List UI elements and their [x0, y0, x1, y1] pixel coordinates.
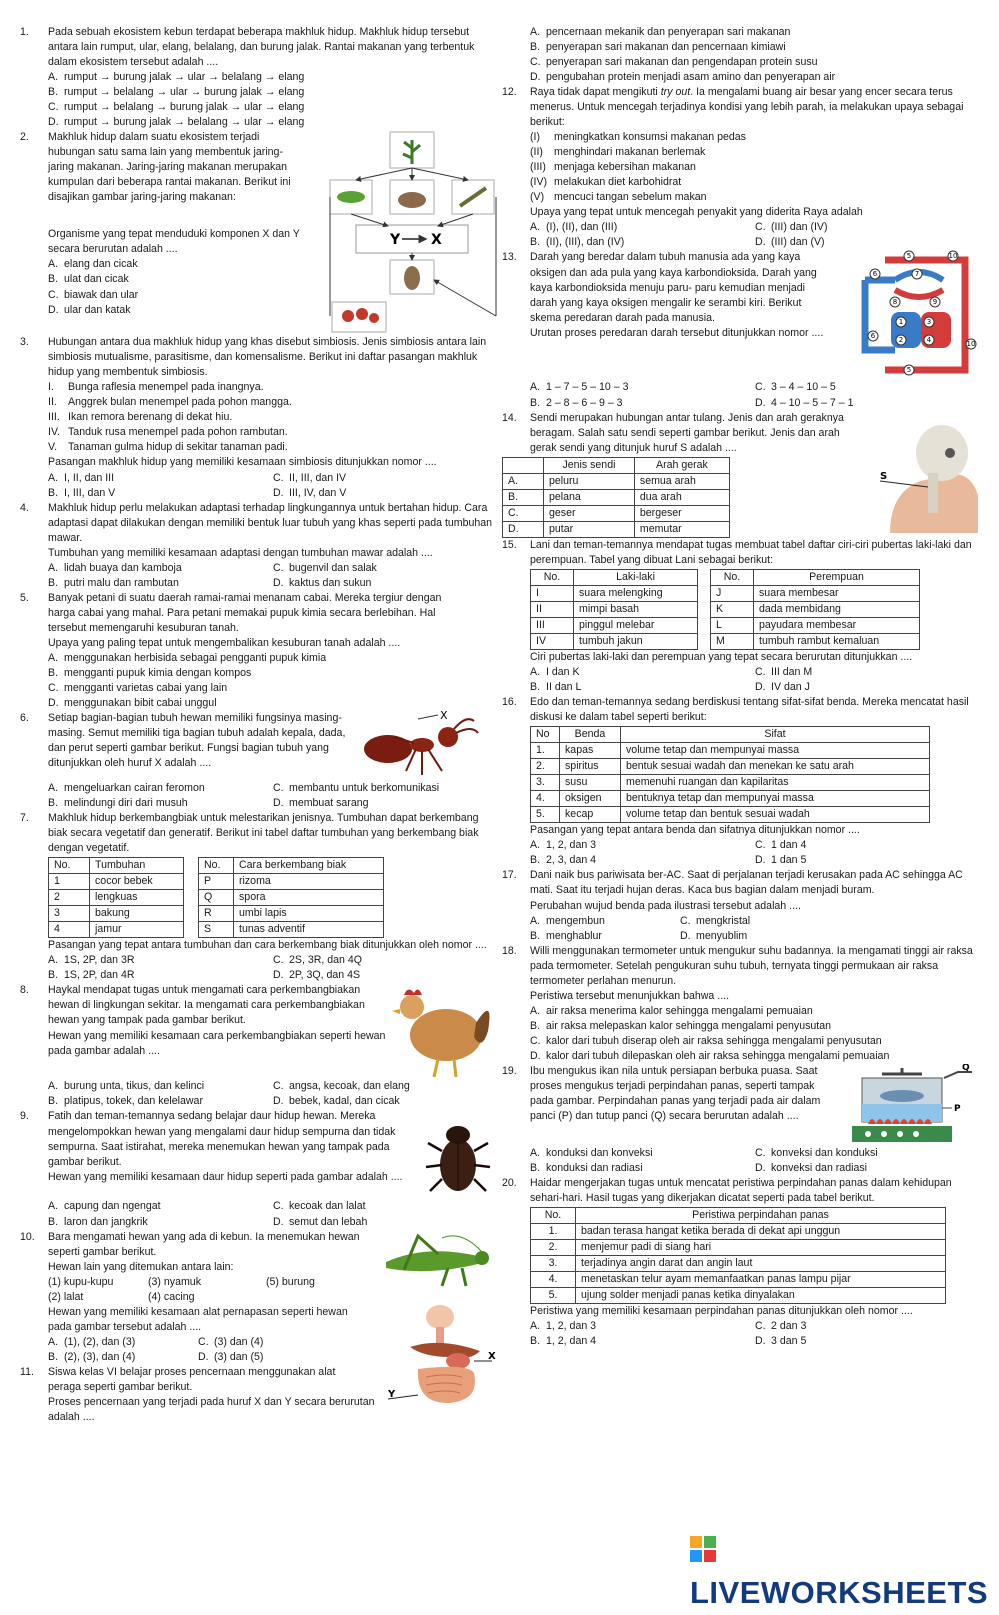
option-c[interactable]: C. konveksi dan konduksi [755, 1146, 878, 1159]
brand-text: LIVEWORKSHEETS [690, 1575, 989, 1611]
question-prompt: Peristiwa tersebut menunjukkan bahwa .... [530, 989, 730, 1002]
question-20 [502, 1176, 980, 1349]
option-c[interactable]: C. III dan M [755, 666, 813, 679]
table-row: 1. kapas volume tetap dan mempunyai massa [531, 743, 930, 759]
label-6: 7 [914, 270, 920, 279]
ant-illustration [358, 711, 498, 781]
question-text: Darah yang beredar dalam tubuh manusia ada yang kaya oksigen dan ada pula yang kaya karbondioksida. Darah yang kaya karbondioksida menuju paru- paru kemudian menjadi darah yang kaya oksigen mengalir ke serambi kiri. Berikut skema peredaran darah pada manusia. [530, 251, 817, 324]
option-b[interactable]: B. melindungi diri dari musuh [48, 797, 188, 810]
option-d[interactable]: D. III, IV, dan V [273, 486, 347, 499]
option-a[interactable]: A. 1, 2, dan 3 [530, 1320, 597, 1333]
label-5: 5 [906, 252, 912, 261]
question-prompt: Pasangan makhluk hidup yang memiliki kesamaan simbiosis ditunjukkan nomor .... [48, 456, 437, 469]
question-number: 4. [20, 501, 29, 514]
list-item: III. Ikan remora berenang di dekat hiu. [48, 411, 233, 424]
question-prompt: Ciri pubertas laki-laki dan perempuan yang tepat secara berurutan ditunjukkan .... [530, 651, 913, 663]
question-text: Ibu mengukus ikan nila untuk persiapan berbuka puasa. Saat proses mengukus terjadi perpindahan panas, seperti tampak pada gambar. Perpindahan panas yang terjadi pada air dalam panci (P) dan tutup panci (Q) secara berurutan adalah .... [530, 1064, 821, 1122]
right-column [502, 25, 980, 1349]
plant-table: No. Tumbuhan 1 cocor bebek 2 lengkuas 3 bakung 4 jamur [48, 857, 184, 938]
option-a[interactable]: A. 1S, 2P, dan 3R [48, 954, 135, 967]
question-prompt: Peristiwa yang memiliki kesamaan perpindahan panas ditunjukkan oleh nomor .... [530, 1305, 913, 1318]
question-17 [502, 868, 980, 943]
question-16 [502, 695, 980, 868]
question-prompt: Upaya yang paling tepat untuk mengembalikan kesuburan tanah adalah .... [48, 636, 401, 649]
option-c[interactable]: C. angsa, kecoak, dan elang [273, 1080, 410, 1093]
question-text: Banyak petani di suatu daerah ramai-ramai menanam cabai. Mereka tergiur dengan harga cabai yang mahal. Para petani memakai pupuk kimia secara berlebihan. Hal tersebut memengaruhi kesuburan tanah. [48, 591, 442, 634]
question-9 [20, 1109, 498, 1229]
option-b[interactable]: B. putri malu dan rambutan [48, 576, 179, 589]
option-b[interactable]: B. laron dan jangkrik [48, 1215, 148, 1228]
label-3: 3 [926, 318, 932, 327]
question-text: Raya tidak dapat mengikuti try out. Ia mengalami buang air besar yang encer secara terus menerus. Untuk mencegah terjadinya kondisi yang lebih parah, ia melakukan upaya sebagai berikut: [530, 86, 964, 129]
option-a[interactable]: A. I dan K [530, 666, 580, 679]
option-b[interactable]: B. 2, 3, dan 4 [530, 854, 597, 867]
option-d[interactable]: D. IV dan J [755, 681, 810, 694]
food-web-diagram [328, 130, 498, 335]
table-row: C. geser bergeser [503, 505, 730, 521]
table-row: D. putar memutar [503, 521, 730, 537]
option-d[interactable]: D. 1 dan 5 [755, 854, 807, 867]
table-row: 1 cocor bebek [49, 874, 184, 890]
label-y: Y [390, 232, 401, 249]
option-c[interactable]: C. rumput → belalang → burung jalak → ular → elang [48, 101, 305, 114]
question-number: 8. [20, 984, 29, 997]
list-item: I. Bunga raflesia menempel pada inangnya. [48, 381, 264, 394]
question-prompt: Urutan proses peredaran darah tersebut ditunjukkan nomor .... [530, 326, 824, 339]
table-row: B. pelana dua arah [503, 489, 730, 505]
question-prompt: Hewan lain yang ditemukan antara lain: [48, 1260, 234, 1273]
option-a[interactable]: A. air raksa menerima kalor sehingga mengalami pemuaian [530, 1004, 813, 1017]
question-7 [20, 811, 498, 983]
option-b[interactable]: B. air raksa melepaskan kalor sehingga mengalami penyusutan [530, 1019, 832, 1032]
question-number: 9. [20, 1110, 29, 1123]
question-text: Haidar mengerjakan tugas untuk mencatat peristiwa perpindahan panas dalam kehidupan sehari-hari. Hasil tugas yang dikerjakan dicatat seperti pada tabel berikut. [530, 1176, 952, 1204]
table-row: 1. badan terasa hangat ketika berada di dekat api unggun [531, 1224, 946, 1240]
option-d[interactable]: D. pengubahan protein menjadi asam amino dan penyerapan air [530, 71, 836, 84]
grasshopper-illustration [378, 1230, 498, 1290]
question-prompt: Hewan yang memiliki kesamaan daur hidup seperti pada gambar adalah .... [48, 1170, 403, 1183]
option-d[interactable]: D. rumput → burung jalak → belalang → ular → elang [48, 116, 305, 129]
option-c[interactable]: C. 1 dan 4 [755, 839, 807, 852]
table-row: M tumbuh rambut kemaluan [711, 633, 920, 649]
label-q: Q [962, 1063, 970, 1073]
question-prompt: Proses pencernaan yang terjadi pada huruf X dan Y secara berurutan adalah .... [48, 1395, 375, 1423]
option-c[interactable]: C. 3 – 4 – 10 – 5 [755, 381, 836, 394]
question-text: Makhluk hidup perlu melakukan adaptasi terhadap lingkungannya untuk bertahan hidup. Cara adaptasi dapat dilakukan dengan memiliki bentuk luar tubuh yang khas seperti pada tumbuhan mawar. [48, 501, 493, 544]
option-b[interactable]: B. 2 – 8 – 6 – 9 – 3 [530, 396, 623, 409]
question-text: Hubungan antara dua makhluk hidup yang khas disebut simbiosis. Jenis simbiosis antara lain simbiosis mutualisme, parasitisme, dan komensalisme. Berikut ini daftar pasangan makhluk hidup yang membentuk simbiosis. [48, 336, 487, 379]
option-d[interactable]: D. (III) dan (V) [755, 236, 825, 249]
question-number: 13. [502, 251, 517, 264]
question-number: 19. [502, 1064, 517, 1077]
question-3 [20, 335, 498, 500]
table-row: 2. menjemur padi di siang hari [531, 1240, 946, 1256]
question-text: Bara mengamati hewan yang ada di kebun. Ia menemukan hewan seperti gambar berikut. [48, 1230, 360, 1258]
table-row: L payudara membesar [711, 617, 920, 633]
question-number: 11. [20, 1365, 34, 1378]
question-number: 10. [20, 1230, 35, 1243]
option-c[interactable]: C. penyerapan sari makanan dan pengendapan protein susu [530, 56, 818, 69]
option-d[interactable]: D. 4 – 10 – 5 – 7 – 1 [755, 396, 854, 409]
option-c[interactable]: C. bugenvil dan salak [273, 561, 377, 574]
list-item: V. Tanaman gulma hidup di sekitar tanaman padi. [48, 441, 288, 454]
option-a[interactable]: A. lidah buaya dan kamboja [48, 561, 182, 574]
list-item: (IV) melakukan diet karbohidrat [530, 176, 682, 189]
table-row: Q spora [199, 890, 384, 906]
table-row: S tunas adventif [199, 922, 384, 938]
option-b[interactable]: B. konduksi dan radiasi [530, 1161, 643, 1174]
question-2 [20, 130, 498, 335]
beetle-illustration [418, 1109, 498, 1199]
question-19 [502, 1064, 980, 1176]
option-d[interactable]: D. kalor dari tubuh dilepaskan oleh air raksa sehingga mengalami pemuaian [530, 1049, 890, 1062]
table-row: I suara melengking [531, 585, 698, 601]
table-row: 2. spiritus bentuk sesuai wadah dan menekan ke satu arah [531, 759, 930, 775]
list-item: IV. Tanduk rusa menempel pada pohon rambutan. [48, 426, 288, 439]
option-a[interactable]: A. pencernaan mekanik dan penyerapan sari makanan [530, 26, 791, 38]
option-b[interactable]: B. (2), (3), dan (4) [48, 1350, 136, 1363]
option-b[interactable]: B. platipus, tokek, dan kelelawar [48, 1095, 203, 1108]
option-a[interactable]: A. burung unta, tikus, dan kelinci [48, 1080, 205, 1093]
hen-illustration [388, 983, 498, 1079]
question-prompt: Pasangan yang tepat antara tumbuhan dan cara berkembang biak ditunjukkan oleh nomor .... [48, 939, 487, 952]
table-row: 3 bakung [49, 906, 184, 922]
option-d[interactable]: D. bebek, kadal, dan cicak [273, 1095, 400, 1108]
option-c[interactable]: C. II, III, dan IV [273, 471, 347, 484]
question-text: Edo dan teman-temannya sedang berdiskusi tentang sifat-sifat benda. Mereka mencatat hasil diskusi ke dalam tabel seperti berikut: [530, 696, 969, 724]
label-5b: 5 [906, 366, 912, 375]
reproduction-table: No. Cara berkembang biak P rizoma Q spora R umbi lapis S tunas adventif [198, 857, 384, 938]
option-c[interactable]: C. 2 dan 3 [755, 1320, 807, 1333]
label-s: S [880, 470, 888, 482]
question-prompt: Upaya yang tepat untuk mencegah penyakit yang diderita Raya adalah [530, 206, 863, 219]
option-b[interactable]: B. rumput → belalang → ular → burung jalak → elang [48, 86, 305, 99]
table-row: 4 jamur [49, 922, 184, 938]
option-b[interactable]: B. ulat dan cicak [48, 273, 129, 286]
option-c[interactable]: C. biawak dan ular [48, 288, 139, 301]
list-item: (III) menjaga kebersihan makanan [530, 161, 696, 174]
options [48, 70, 498, 130]
list-item: (II) menghindari makanan berlemak [530, 146, 706, 159]
question-18 [502, 944, 980, 1064]
option-c[interactable]: C. mengkristal [680, 914, 751, 927]
question-number: 16. [502, 696, 517, 709]
table-row: 3. susu memenuhi ruangan dan kapilaritas [531, 775, 930, 791]
table-row: IV tumbuh jakun [531, 633, 698, 649]
option-a[interactable]: A. I, II, dan III [48, 471, 115, 484]
question-text: Sendi merupakan hubungan antar tulang. Jenis dan arah geraknya beragam. Salah satu sendi seperti gambar berikut. Jenis dan arah gerak sendi yang ditunjuk huruf S adalah .... [530, 411, 844, 454]
option-b[interactable]: B. 1, 2, dan 4 [530, 1335, 597, 1348]
list-item: II. Anggrek bulan menempel pada pohon mangga. [48, 396, 292, 409]
animal-list: (1) kupu-kupu (3) nyamuk (5) burung (2) lalat (4) cacing [48, 1275, 315, 1303]
question-number: 20. [502, 1176, 517, 1189]
blood-circulation-diagram [855, 250, 980, 380]
label-7: 6 [872, 270, 878, 279]
question-prompt-2: Hewan yang memiliki kesamaan alat pernapasan seperti hewan pada gambar tersebut adalah .... [48, 1305, 348, 1333]
tables [48, 857, 498, 938]
table-row: K dada membidang [711, 601, 920, 617]
question-14 [502, 411, 980, 538]
option-a[interactable]: A. konduksi dan konveksi [530, 1146, 653, 1159]
option-a[interactable]: A. capung dan ngengat [48, 1200, 161, 1213]
question-4 [20, 501, 498, 591]
table-row: 4. oksigen bentuknya tetap dan mempunyai massa [531, 791, 930, 807]
heat-transfer-table: No. Peristiwa perpindahan panas 1. badan terasa hangat ketika berada di dekat api unggun 2. menjemur padi di siang hari 3. terjadinya angin darat dan angin laut 4. menetaskan telur ayam memanfaatkan panas lampu pijar 5. ujung solder menjadi panas ketika dinyalakan [530, 1207, 946, 1304]
left-column [20, 25, 498, 1425]
option-a[interactable]: A. 1 – 7 – 5 – 10 – 3 [530, 381, 629, 394]
table-row: 2 lengkuas [49, 890, 184, 906]
label-8: 8 [892, 298, 898, 307]
question-number: 5. [20, 591, 29, 604]
option-d[interactable]: D. semut dan lebah [273, 1215, 368, 1228]
label-10: 10 [948, 252, 958, 261]
question-prompt: Organisme yang tepat menduduki komponen X dan Y secara berurutan adalah .... [48, 228, 300, 256]
list-item: (I) meningkatkan konsumsi makanan pedas [530, 131, 746, 144]
question-number: 6. [20, 712, 29, 724]
question-prompt: Tumbuhan yang memiliki kesamaan adaptasi dengan tumbuhan mawar adalah .... [48, 546, 433, 559]
matter-table: No Benda Sifat 1. kapas volume tetap dan mempunyai massa 2. spiritus bentuk sesuai wadah dan menekan ke satu arah 3. susu memenuhi ruangan dan kapilaritas 4. oksigen bentuknya tetap dan mempunyai massa 5. kecap volume tetap dan bentuk sesuai wadah [530, 726, 930, 823]
question-15 [502, 538, 980, 695]
option-a[interactable]: A. elang dan cicak [48, 258, 138, 271]
label-9: 9 [932, 298, 938, 307]
option-b[interactable]: B. 1S, 2P, dan 4R [48, 969, 135, 982]
option-c[interactable]: C. (III) dan (IV) [755, 221, 828, 234]
question-text: Haykal mendapat tugas untuk mengamati cara perkembangbiakan hewan di lingkungan sekitar. Ia mengamati cara perkembangbiakan hewan yang tampak pada gambar berikut. [48, 984, 365, 1027]
label-7b: 6 [870, 332, 876, 341]
option-c[interactable]: C. (3) dan (4) [198, 1335, 264, 1348]
joint-table: Jenis sendi Arah gerak A. peluru semua arah B. pelana dua arah C. geser bergeser D. putar memutar [502, 457, 730, 538]
question-prompt: Hewan yang memiliki kesamaan cara perkembangbiakan seperti hewan pada gambar adalah .... [48, 1029, 386, 1057]
tables [530, 569, 980, 650]
label-x: X [431, 232, 442, 249]
option-c[interactable]: C. 2S, 3R, dan 4Q [273, 954, 363, 967]
option-d[interactable]: D. membuat sarang [273, 797, 369, 810]
male-table: No. Laki-laki I suara melengking II mimpi basah III pinggul melebar IV tumbuh jakun [530, 569, 698, 650]
option-a[interactable]: A. mengembun [530, 914, 605, 927]
label-10b: 10 [966, 340, 976, 349]
option-a[interactable]: A. menggunakan herbisida sebagai pengganti pupuk kimia [48, 651, 327, 664]
question-text: Dani naik bus pariwisata ber-AC. Saat di perjalanan terjadi kerusakan pada AC sehingga AC mati. Saat itu terjadi hujan deras. Kaca bus bagian dalam menjadi buram. [530, 869, 963, 897]
question-text: Makhluk hidup dalam suatu ekosistem terjadi hubungan satu sama lain yang membentuk jaring-jaring makanan. Jaring-jaring makanan merupakan kumpulan dari beberapa rantai makanan. Berikut ini disajikan gambar jaring-jaring makanan: [48, 131, 291, 204]
question-prompt: Perubahan wujud benda pada ilustrasi tersebut adalah .... [530, 899, 801, 912]
question-12 [502, 85, 980, 250]
table-row: 5. ujung solder menjadi panas ketika dinyalakan [531, 1288, 946, 1304]
label-x: X [488, 1350, 496, 1362]
option-b[interactable]: B. menghablur [530, 929, 602, 942]
question-text: Siswa kelas VI belajar proses pencernaan menggunakan alat peraga seperti gambar berikut. [48, 1365, 336, 1393]
question-number: 12. [502, 86, 517, 99]
digestive-system-illustration [388, 1303, 498, 1407]
question-13 [502, 250, 980, 410]
question-text: Makhluk hidup berkembangbiak untuk melestarikan jenisnya. Tumbuhan dapat berkembang biak secara vegetatif dan generatif. Berikut ini tabel daftar tumbuhan yang berkembang biak dengan vegetatif. [48, 812, 479, 855]
question-prompt: Pasangan yang tepat antara benda dan sifatnya ditunjukkan nomor .... [530, 824, 860, 837]
question-number: 7. [20, 812, 29, 825]
table-row: J suara membesar [711, 585, 920, 601]
option-a[interactable]: A. mengeluarkan cairan feromon [48, 782, 205, 794]
option-a[interactable]: A. (1), (2), dan (3) [48, 1335, 136, 1348]
question-text: Fatih dan teman-temannya sedang belajar daur hidup hewan. Mereka mengelompokkan hewan yang mengalami daur hidup sempurna dan tidak sempurna. Saat istirahat, mereka menemukan hewan yang tampak pada gambar berikut. [48, 1110, 396, 1168]
liveworksheets-logo[interactable] [690, 1527, 999, 1615]
table-row: 4. menetaskan telur ayam memanfaatkan panas lampu pijar [531, 1272, 946, 1288]
option-d[interactable]: D. kaktus dan sukun [273, 576, 372, 589]
option-d[interactable]: D. ular dan katak [48, 303, 131, 316]
question-number: 1. [20, 26, 29, 38]
option-b[interactable]: B. I, III, dan V [48, 486, 116, 499]
option-a[interactable]: A. rumput → burung jalak → ular → belalang → elang [48, 71, 305, 84]
option-d[interactable]: D. 3 dan 5 [755, 1335, 807, 1348]
question-number: 2. [20, 131, 29, 144]
option-d[interactable]: D. menyublim [680, 929, 748, 942]
question-6 [20, 711, 498, 811]
question-text: Setiap bagian-bagian tubuh hewan memiliki fungsinya masing-masing. Semut memiliki tiga bagian tubuh adalah kepala, dada, dan perut seperti gambar berikut. Fungsi bagian tubuh yang ditunjukkan oleh huruf X adalah .... [48, 712, 346, 770]
liveworksheets-icon [690, 1536, 716, 1562]
option-c[interactable]: C. mengganti varietas cabai yang lain [48, 681, 228, 694]
question-11-continuation [502, 25, 980, 85]
question-number: 17. [502, 869, 517, 882]
table-row: III pinggul melebar [531, 617, 698, 633]
list-item: (V) mencuci tangan sebelum makan [530, 191, 707, 204]
table-row: A. peluru semua arah [503, 473, 730, 489]
table-row: 5. kecap volume tetap dan bentuk sesuai wadah [531, 807, 930, 823]
question-text: Lani dan teman-temannya mendapat tugas membuat tabel daftar ciri-ciri pubertas laki-laki dan perempuan. Tabel yang dibuat Lani sebagai berikut: [530, 538, 972, 566]
label-x: X [440, 711, 448, 722]
option-d[interactable]: D. menggunakan bibit cabai unggul [48, 696, 217, 709]
question-number: 15. [502, 538, 517, 551]
option-a[interactable]: A. 1, 2, dan 3 [530, 839, 597, 852]
label-2: 2 [898, 336, 904, 345]
label-4: 4 [926, 336, 932, 345]
skull-neck-illustration [880, 421, 980, 533]
option-d[interactable]: D. (3) dan (5) [198, 1350, 264, 1363]
female-table: No. Perempuan J suara membesar K dada membidang L payudara membesar M tumbuh rambut kemaluan [710, 569, 920, 650]
steamer-pot-illustration [848, 1064, 980, 1146]
question-5 [20, 591, 498, 711]
label-y: Y [388, 1388, 396, 1400]
option-c[interactable]: C. membantu untuk berkomunikasi [273, 782, 440, 794]
question-8 [20, 983, 498, 1109]
option-a[interactable]: A. (I), (II), dan (III) [530, 221, 618, 234]
question-number: 3. [20, 336, 29, 349]
option-d[interactable]: D. 2P, 3Q, dan 4S [273, 969, 361, 982]
table-row: R umbi lapis [199, 906, 384, 922]
question-text: Pada sebuah ekosistem kebun terdapat beberapa makhluk hidup. Makhluk hidup tersebut antara lain rumput, ular, elang, belalang, dan burung jalak. Rantai makanan yang terbentuk dalam ekosistem tersebut adalah .... [48, 26, 475, 69]
option-d[interactable]: D. konveksi dan radiasi [755, 1161, 867, 1174]
option-b[interactable]: B. (II), (III), dan (IV) [530, 236, 625, 249]
option-b[interactable]: B. II dan L [530, 681, 582, 694]
table-row: II mimpi basah [531, 601, 698, 617]
question-number: 18. [502, 944, 517, 957]
option-c[interactable]: C. kalor dari tubuh diserap oleh air raksa sehingga mengalami penyusutan [530, 1034, 882, 1047]
option-c[interactable]: C. kecoak dan lalat [273, 1200, 366, 1213]
question-text: Willi menggunakan termometer untuk mengukur suhu badannya. Ia mengamati tinggi air raksa pada termometer. Setelah pengukuran suhu tubuh, ternyata tinggi permukaan air raksa termometer perlahan menurun. [530, 944, 973, 987]
table-row: P rizoma [199, 874, 384, 890]
question-1 [20, 25, 498, 130]
label-1: 1 [898, 318, 904, 327]
option-b[interactable]: B. mengganti pupuk kimia dengan kompos [48, 666, 252, 679]
table-row: 3. terjadinya angin darat dan angin laut [531, 1256, 946, 1272]
option-b[interactable]: B. penyerapan sari makanan dan pencernaan kimiawi [530, 41, 786, 54]
label-p: P [954, 1103, 961, 1114]
question-number: 14. [502, 411, 517, 424]
